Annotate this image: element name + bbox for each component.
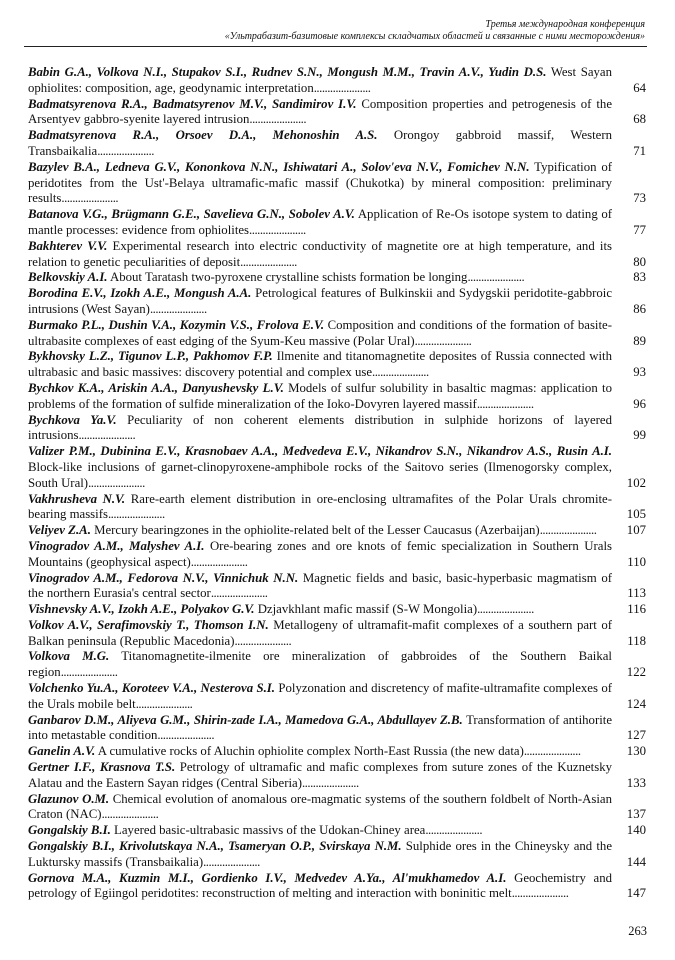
entry-page-number: 99 xyxy=(633,428,646,443)
entry-authors: Gongalskiy B.I. xyxy=(28,823,111,838)
running-head-line-2: «Ультрабазит-базитовые комплексы складчатых областей и связанные с ними месторождения» xyxy=(224,31,645,42)
entry-page-number: 89 xyxy=(633,333,646,348)
entry-page-number: 102 xyxy=(626,475,646,490)
entry-title: Polyzonation and discretency of mafite-ultramafite complexes of the Urals mobile belt xyxy=(28,681,612,711)
leader-dots: ..................... xyxy=(372,365,429,380)
toc-entry xyxy=(28,207,646,239)
entry-page-number: 116 xyxy=(627,602,646,617)
entry-authors: Borodina E.V., Izokh A.E., Mongush A.A. xyxy=(28,286,252,301)
entry-title: Models of sulfur solubility in basaltic magmas: application to problems of the formation of sulfide mineralization of the Ioko-Dovyren layered massif xyxy=(28,380,612,411)
entry-page-number: 124 xyxy=(626,696,646,711)
leader-dots: ..................... xyxy=(313,80,371,95)
entry-page-number: 127 xyxy=(626,728,646,743)
entry-title: Peculiarity of non coherent elements distribution in sulphide horizons of layered intrusions xyxy=(28,412,613,443)
entry-authors: Badmatsyrenova R.A., Orsoev D.A., Mehonoshin A.S. xyxy=(28,128,378,143)
toc-entry xyxy=(28,444,646,491)
entry-page-number: 110 xyxy=(627,554,646,569)
entry-title: West Sayan ophiolites: composition, age, geodynamic interpretation xyxy=(28,65,613,95)
entry-page-number: 77 xyxy=(633,222,646,237)
entry-page-number: 93 xyxy=(633,365,646,380)
toc-entry xyxy=(28,760,646,792)
leader-dots: ..................... xyxy=(88,475,145,490)
leader-dots: ..................... xyxy=(60,665,118,680)
entry-title: Ilmenite and titanomagnetite deposites of Russia connected with ultrabasic and basic massives: discovery potential and complex use xyxy=(28,349,612,380)
entry-title: Petrological features of Bulkinskii and Sydygskii peridotite-gabbroic intrusions (West Sayan) xyxy=(28,286,612,316)
toc-entry xyxy=(28,713,646,745)
entry-title: Transformation of antihorite into metastable condition xyxy=(28,712,612,743)
running-head xyxy=(25,19,645,43)
toc-entry xyxy=(28,618,646,650)
entry-title: Composition properties and petrogenesis of the Arsentyev gabbro-syenite layered intrusion xyxy=(28,96,612,127)
toc-entry xyxy=(28,744,646,760)
toc-entry xyxy=(28,381,646,413)
entry-authors: Ganbarov D.M., Aliyeva G.M., Shirin-zade I.A., Mamedova G.A., Abdullayev Z.B. xyxy=(28,712,463,727)
toc-entry xyxy=(28,318,646,350)
entry-authors: Volchenko Yu.A., Koroteev V.A., Nesterova S.I. xyxy=(28,681,275,696)
leader-dots: ..................... xyxy=(234,633,292,648)
toc-entry xyxy=(28,571,646,603)
toc-entry xyxy=(28,286,646,318)
entry-authors: Ganelin A.V. xyxy=(28,744,96,759)
leader-dots: ..................... xyxy=(61,191,119,206)
entry-title: Typification of peridotites from the Ust'-Belaya ultramafic-mafic massif (Chukotka) by mineral composition: preliminary results xyxy=(28,159,613,206)
entry-authors: Bykhovsky L.Z., Tigunov L.P., Pakhomov F.P. xyxy=(28,349,273,364)
toc-entry xyxy=(28,602,646,618)
entry-page-number: 64 xyxy=(633,80,646,95)
entry-authors: Vishnevsky A.V., Izokh A.E., Polyakov G.V. xyxy=(28,602,255,617)
toc-entry xyxy=(28,839,646,871)
entry-title: Geochemistry and petrology of Egiingol peridotites: reconstruction of melting and interaction with boninitic melt xyxy=(28,870,612,901)
entry-page-number: 122 xyxy=(626,665,646,680)
entry-title: Chemical evolution of anomalous ore-magmatic systems of the southern foldbelt of North-Asian Craton (NAC) xyxy=(28,791,612,822)
leader-dots: ..................... xyxy=(477,602,534,617)
entry-page-number: 83 xyxy=(633,270,646,285)
leader-dots: ..................... xyxy=(107,507,165,522)
entry-authors: Bychkov K.A., Ariskin A.A., Danyushevsky L.V. xyxy=(28,380,284,395)
entry-title: Mercury bearingzones in the ophiolite-related belt of the Lesser Caucasus (Azerbaijan) xyxy=(94,523,540,538)
leader-dots: ..................... xyxy=(249,222,306,237)
entry-page-number: 80 xyxy=(633,254,646,269)
toc-entry xyxy=(28,128,646,160)
entry-title: Ore-bearing zones and ore knots of femic specialization in Southern Urals Mountains (geophysical aspect) xyxy=(28,538,613,569)
toc-entry xyxy=(28,160,646,207)
header-rule xyxy=(24,46,647,47)
entry-authors: Babin G.A., Volkova N.I., Stupakov S.I., Rudnev S.N., Mongush M.M., Travin A.V., Yudin D.S. xyxy=(28,65,547,79)
entry-title: A cumulative rocks of Aluchin ophiolite complex North-East Russia (the new data) xyxy=(97,744,524,759)
entry-authors: Glazunov O.M. xyxy=(28,791,110,806)
entry-authors: Valizer P.M., Dubinina E.V., Krasnobaev A.A., Medvedeva E.V., Nikandrov S.N., Nikandrov A.S., Rusin A.I. xyxy=(28,444,612,459)
entry-authors: Batanova V.G., Brügmann G.E., Savelieva G.N., Sobolev A.V. xyxy=(28,207,355,222)
entry-title: Layered basic-ultrabasic massivs of the Udokan-Chiney area xyxy=(114,823,426,838)
entry-authors: Veliyev Z.A. xyxy=(28,523,91,538)
leader-dots: ..................... xyxy=(301,775,359,790)
leader-dots: ..................... xyxy=(135,696,193,711)
toc-entry xyxy=(28,539,646,571)
leader-dots: ..................... xyxy=(149,301,207,316)
toc-entry xyxy=(28,792,646,824)
entry-authors: Volkova M.G. xyxy=(28,649,110,664)
leader-dots: ..................... xyxy=(210,586,268,601)
entry-page-number: 147 xyxy=(626,886,646,901)
entry-page-number: 107 xyxy=(626,523,646,538)
entry-page-number: 133 xyxy=(626,775,646,790)
entry-authors: Vinogradov A.M., Malyshev A.I. xyxy=(28,538,205,553)
toc-entry xyxy=(28,681,646,713)
entry-authors: Bazylev B.A., Ledneva G.V., Kononkova N.N., Ishiwatari A., Solov'eva N.V., Fomichev N.N. xyxy=(28,159,530,174)
entry-authors: Gornova M.A., Kuzmin M.I., Gordienko I.V., Medvedev A.Ya., Al'mukhamedov A.I. xyxy=(28,870,507,885)
leader-dots: ..................... xyxy=(203,854,260,869)
entry-authors: Volkov A.V., Serafimovskiy T., Thomson I.N. xyxy=(28,617,269,632)
toc-entry xyxy=(28,270,646,286)
leader-dots: ..................... xyxy=(539,523,597,538)
leader-dots: ..................... xyxy=(101,807,159,822)
toc-entry xyxy=(28,97,646,129)
entry-title: Sulphide ores in the Chineysky and the Lukturskу massifs (Transbaikalia) xyxy=(28,839,612,869)
entry-title: Composition and conditions of the formation of basite-ultrabasite complexes of east edging of the Syum-Keu massive (Polar Ural) xyxy=(28,317,612,348)
entry-title: Block-like inclusions of garnet-clinopyroxene-amphibole rocks of the Saitovo series (Ilmenogorsky complex, South Ural) xyxy=(28,459,612,490)
toc-entry xyxy=(28,523,646,539)
entry-page-number: 68 xyxy=(633,112,646,127)
entry-page-number: 137 xyxy=(626,807,646,822)
leader-dots: ..................... xyxy=(476,396,534,411)
toc-entry xyxy=(28,413,646,445)
entry-page-number: 96 xyxy=(633,396,646,411)
running-head-line-1: Третья международная конференция xyxy=(485,19,645,30)
entry-title: Experimental research into electric conductivity of magnetite ore at high temperature, and its relation to genetic peculiarities of deposit xyxy=(28,238,612,269)
entry-title: Metallogeny of ultramafit-mafit complexes of a southern part of Balkan peninsula (Republic Macedonia) xyxy=(28,617,613,648)
entry-page-number: 140 xyxy=(626,823,646,838)
entry-authors: Gertner I.F., Krasnova T.S. xyxy=(28,760,176,775)
leader-dots: ..................... xyxy=(511,886,569,901)
toc-entry xyxy=(28,239,646,271)
toc-entry xyxy=(28,823,646,839)
entry-title: Dzjavkhlant mafic massif (S-W Mongolia) xyxy=(257,602,478,617)
toc-entry xyxy=(28,492,646,524)
entry-page-number: 73 xyxy=(633,191,646,206)
leader-dots: ..................... xyxy=(425,823,483,838)
entry-title: Magnetic fields and basic, basic-hyperbasic magmatism of the northern Eurasia's central sector xyxy=(28,570,613,601)
toc-entry xyxy=(28,65,646,97)
entry-title: About Taratash two-pyroxene crystalline schists formation be longing xyxy=(110,270,468,285)
entry-title: Titanomagnetite-ilmenite ore mineralization of gabbroides of the Southern Baikal region xyxy=(28,649,612,680)
entry-title: Orongoy gabbroid massif, Western Transbaikalia xyxy=(28,128,613,158)
entry-authors: Badmatsyrenova R.A., Badmatsyrenov M.V., Sandimirov I.V. xyxy=(28,96,357,111)
table-of-contents xyxy=(28,65,646,902)
entry-title: Petrology of ultramafic and mafic complexes from suture zones of the Kuznetsky Alatau and the Eastern Sayan ridges (Central Siberia) xyxy=(28,760,612,790)
entry-page-number: 86 xyxy=(633,301,646,316)
leader-dots: ..................... xyxy=(249,112,307,127)
entry-authors: Burmako P.L., Dushin V.A., Kozymin V.S., Frolova E.V. xyxy=(28,317,325,332)
entry-page-number: 105 xyxy=(626,507,646,522)
toc-entry xyxy=(28,649,646,681)
entry-title: Application of Re-Os isotope system to dating of mantle processes: evidence from ophiolites xyxy=(28,207,612,237)
entry-authors: Gongalskiy B.I., Krivolutskaya N.A., Tsameryan O.P., Svirskaya N.M. xyxy=(28,839,402,854)
page-number: 263 xyxy=(628,924,647,938)
leader-dots: ..................... xyxy=(414,333,472,348)
leader-dots: ..................... xyxy=(467,270,525,285)
entry-page-number: 130 xyxy=(626,744,646,759)
entry-authors: Bychkova Ya.V. xyxy=(28,412,117,427)
entry-page-number: 71 xyxy=(633,143,646,158)
entry-page-number: 144 xyxy=(626,854,646,869)
entry-authors: Vinogradov A.M., Fedorova N.V., Vinnichuk N.N. xyxy=(28,570,299,585)
leader-dots: ..................... xyxy=(97,143,154,158)
entry-page-number: 113 xyxy=(627,586,646,601)
entry-page-number: 118 xyxy=(627,633,646,648)
leader-dots: ..................... xyxy=(523,744,581,759)
toc-entry xyxy=(28,871,646,903)
leader-dots: ..................... xyxy=(78,428,136,443)
entry-authors: Belkovskiy A.I. xyxy=(28,270,108,285)
leader-dots: ..................... xyxy=(240,254,297,269)
entry-authors: Vakhrusheva N.V. xyxy=(28,491,126,506)
entry-authors: Bakhterev V.V. xyxy=(28,238,108,253)
leader-dots: ..................... xyxy=(157,728,215,743)
entry-title: Rare-earth element distribution in ore-enclosing ultramafites of the Polar Urals chromite-bearing massifs xyxy=(28,491,612,522)
toc-entry xyxy=(28,349,646,381)
leader-dots: ..................... xyxy=(190,554,248,569)
